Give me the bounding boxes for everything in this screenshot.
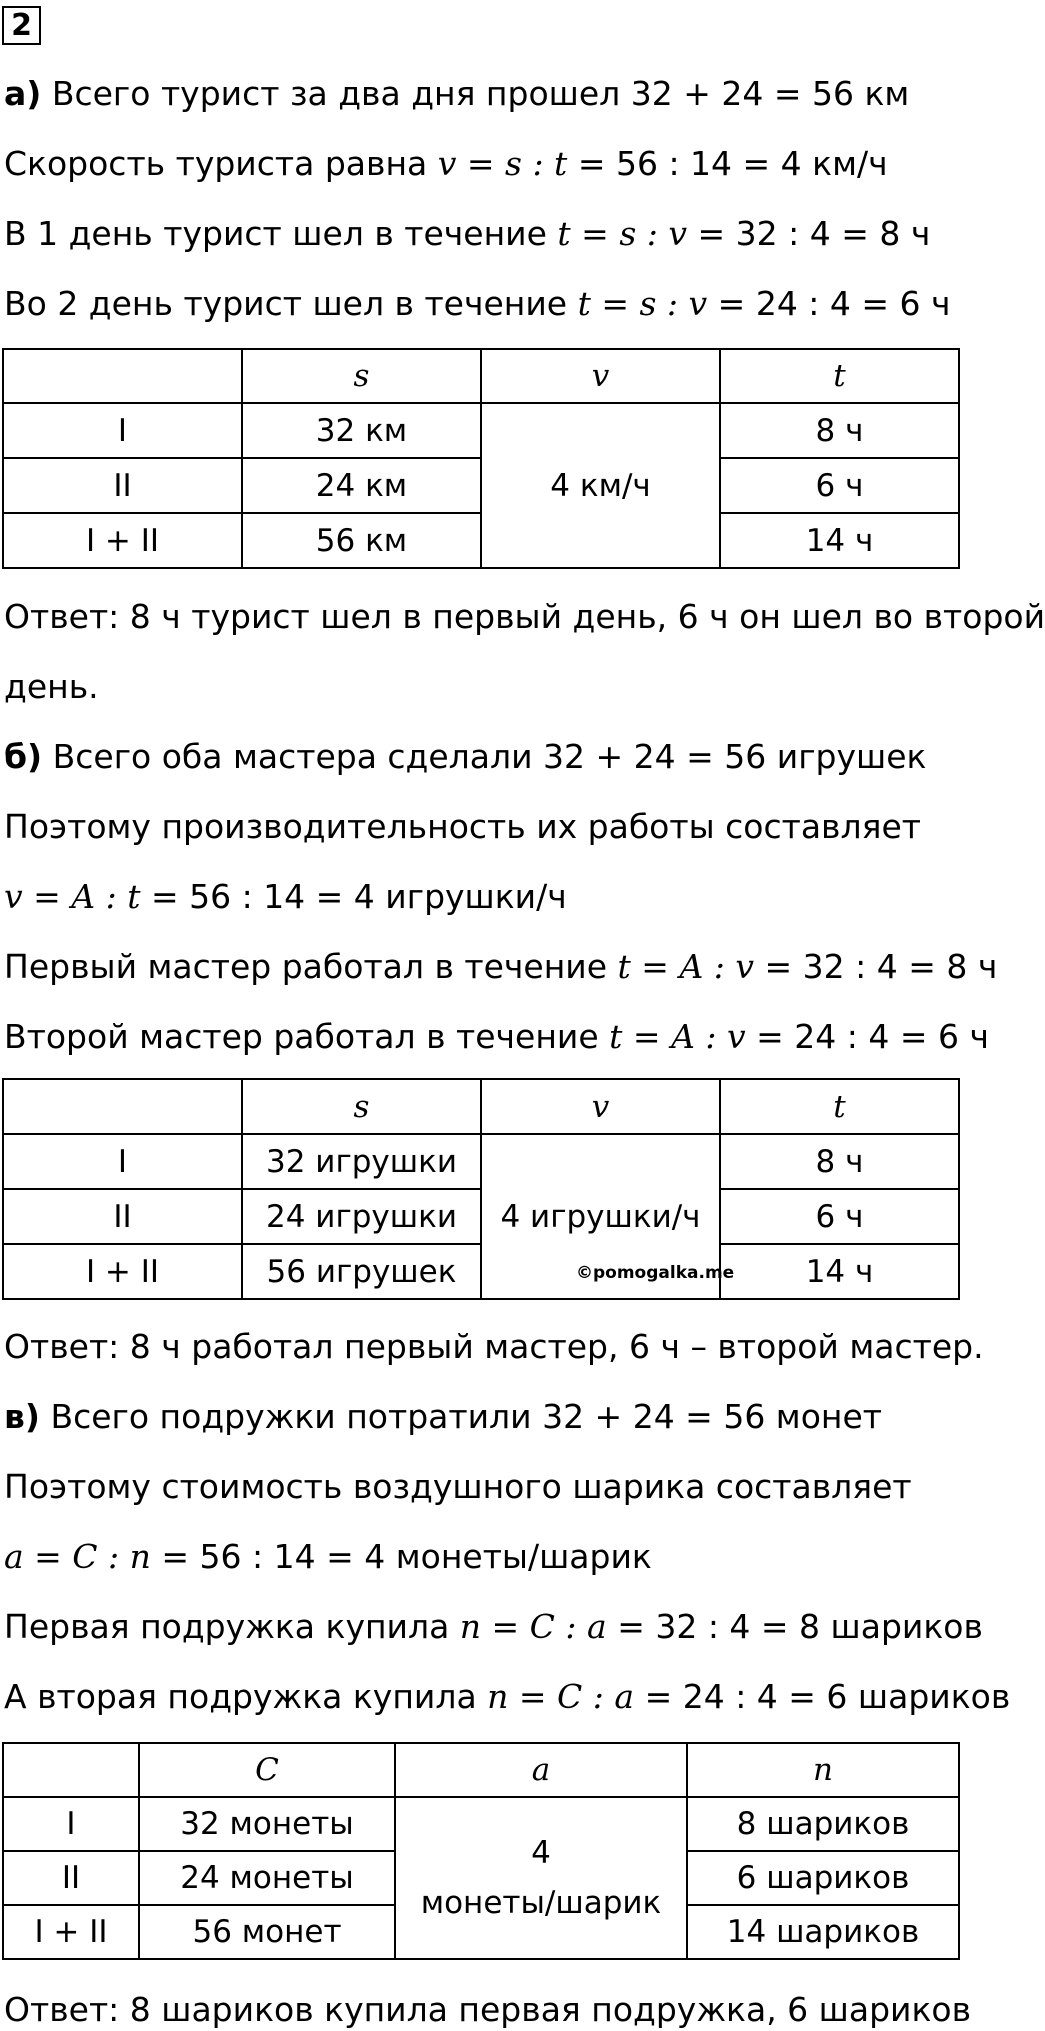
- table-cell: 6 ч: [720, 458, 959, 513]
- text: Во 2 день турист шел в течение: [4, 284, 578, 323]
- text: Первая подружка купила: [4, 1607, 460, 1646]
- part-b-line-5: [4, 1017, 989, 1057]
- table-cell: 32 км: [242, 403, 481, 458]
- row-label: II: [3, 458, 242, 513]
- text: = 32 : 4 = 8 ч: [687, 214, 931, 253]
- part-c-line-2: Поэтому стоимость воздушного шарика составляет: [4, 1467, 912, 1506]
- part-a-line-3: [4, 214, 930, 254]
- text: = 56 : 14 = 4 монеты/шарик: [150, 1537, 652, 1576]
- merged-cell: 4 игрушки/ч: [481, 1134, 720, 1299]
- part-c-line-1-text: Всего подружки потратили 32 + 24 = 56 монет: [39, 1397, 882, 1436]
- part-b-line-1-text: Всего оба мастера сделали 32 + 24 = 56 игрушек: [42, 737, 927, 776]
- text: = 24 : 4 = 6 ч: [745, 1017, 989, 1056]
- watermark: ©pomogalka.me: [576, 1263, 735, 1283]
- header-cell: [3, 349, 242, 403]
- text: = 24 : 4 = 6 ч: [707, 284, 951, 323]
- part-b-line-4: [4, 947, 997, 987]
- part-a-answer-line-2: день.: [4, 667, 99, 706]
- formula: t = A : v: [609, 1017, 746, 1056]
- row-label: I: [3, 1134, 242, 1189]
- merged-cell: 4 км/ч: [481, 403, 720, 568]
- part-c-line-1: [4, 1397, 882, 1437]
- part-c-answer: Ответ: 8 шариков купила первая подружка, 6 шариков: [4, 1990, 972, 2029]
- header-cell: t: [720, 1079, 959, 1134]
- header-cell: s: [242, 349, 481, 403]
- text: = 32 : 4 = 8 ч: [754, 947, 998, 986]
- text: Скорость туриста равна: [4, 144, 438, 183]
- part-b-table: [2, 1078, 960, 1300]
- table-cell: 24 км: [242, 458, 481, 513]
- table-cell: 32 игрушки: [242, 1134, 481, 1189]
- part-a-line-2: [4, 144, 888, 184]
- part-b-line-3: [4, 877, 567, 917]
- row-label: II: [3, 1189, 242, 1244]
- header-cell: n: [687, 1743, 959, 1797]
- formula: n = C : a: [459, 1607, 607, 1646]
- part-b-answer: Ответ: 8 ч работал первый мастер, 6 ч – второй мастер.: [4, 1327, 984, 1366]
- part-a-table: [2, 348, 960, 569]
- table-cell: 8 ч: [720, 403, 959, 458]
- formula: v = s : t: [437, 144, 568, 183]
- table-cell: 24 монеты: [139, 1851, 395, 1905]
- row-label: I + II: [3, 1905, 139, 1959]
- task-number: 2: [2, 6, 41, 45]
- text: В 1 день турист шел в течение: [4, 214, 558, 253]
- table-cell: 56 монет: [139, 1905, 395, 1959]
- table-cell: 8 шариков: [687, 1797, 959, 1851]
- part-a-line-4: [4, 284, 951, 324]
- table-cell: 14 ч: [720, 513, 959, 568]
- text: = 56 : 14 = 4 км/ч: [567, 144, 888, 183]
- header-cell: C: [139, 1743, 395, 1797]
- part-c-line-4: [4, 1607, 983, 1647]
- row-label: I + II: [3, 1244, 242, 1299]
- part-c-label: в): [4, 1397, 40, 1436]
- table-cell: 8 ч: [720, 1134, 959, 1189]
- header-cell: a: [395, 1743, 687, 1797]
- text: = 56 : 14 = 4 игрушки/ч: [140, 877, 567, 916]
- table-cell: 6 ч: [720, 1189, 959, 1244]
- row-label: II: [3, 1851, 139, 1905]
- formula: t = s : v: [557, 214, 687, 253]
- formula: t = s : v: [577, 284, 708, 323]
- text: = 24 : 4 = 6 шариков: [634, 1677, 1011, 1716]
- row-label: I: [3, 1797, 139, 1851]
- part-b-line-2: Поэтому производительность их работы составляет: [4, 807, 921, 846]
- merged-line-2: монеты/шарик: [420, 1885, 662, 1921]
- table-cell: 14 шариков: [687, 1905, 959, 1959]
- part-c-line-3: [4, 1537, 652, 1577]
- row-label: I: [3, 403, 242, 458]
- row-label: I + II: [3, 513, 242, 568]
- header-cell: [3, 1079, 242, 1134]
- table-cell: 56 км: [242, 513, 481, 568]
- formula: v = A : t: [4, 877, 141, 916]
- formula: a = C : n: [4, 1537, 151, 1576]
- header-cell: t: [720, 349, 959, 403]
- table-cell: 56 игрушек: [242, 1244, 481, 1299]
- part-a-label: а): [4, 74, 42, 113]
- text: А вторая подружка купила: [4, 1677, 488, 1716]
- part-c-table: [2, 1742, 960, 1960]
- header-cell: v: [481, 349, 720, 403]
- text: Первый мастер работал в течение: [4, 947, 618, 986]
- table-cell: 6 шариков: [687, 1851, 959, 1905]
- part-a-line-1-text: Всего турист за два дня прошел 32 + 24 = 56 км: [41, 74, 910, 113]
- formula: t = A : v: [617, 947, 755, 986]
- part-b-line-1: [4, 737, 926, 777]
- part-a-answer-line-1: Ответ: 8 ч турист шел в первый день, 6 ч он шел во второй: [4, 597, 1045, 636]
- table-cell: 32 монеты: [139, 1797, 395, 1851]
- text: = 32 : 4 = 8 шариков: [606, 1607, 983, 1646]
- text: Второй мастер работал в течение: [4, 1017, 610, 1056]
- header-cell: v: [481, 1079, 720, 1134]
- part-c-line-5: [4, 1677, 1010, 1717]
- header-cell: [3, 1743, 139, 1797]
- table-cell: 24 игрушки: [242, 1189, 481, 1244]
- merged-line-1: 4: [531, 1835, 551, 1871]
- formula: n = C : a: [487, 1677, 635, 1716]
- merged-cell: [395, 1797, 687, 1959]
- part-b-label: б): [4, 737, 43, 776]
- header-cell: s: [242, 1079, 481, 1134]
- part-a-line-1: [4, 74, 909, 114]
- table-cell: 14 ч: [720, 1244, 959, 1299]
